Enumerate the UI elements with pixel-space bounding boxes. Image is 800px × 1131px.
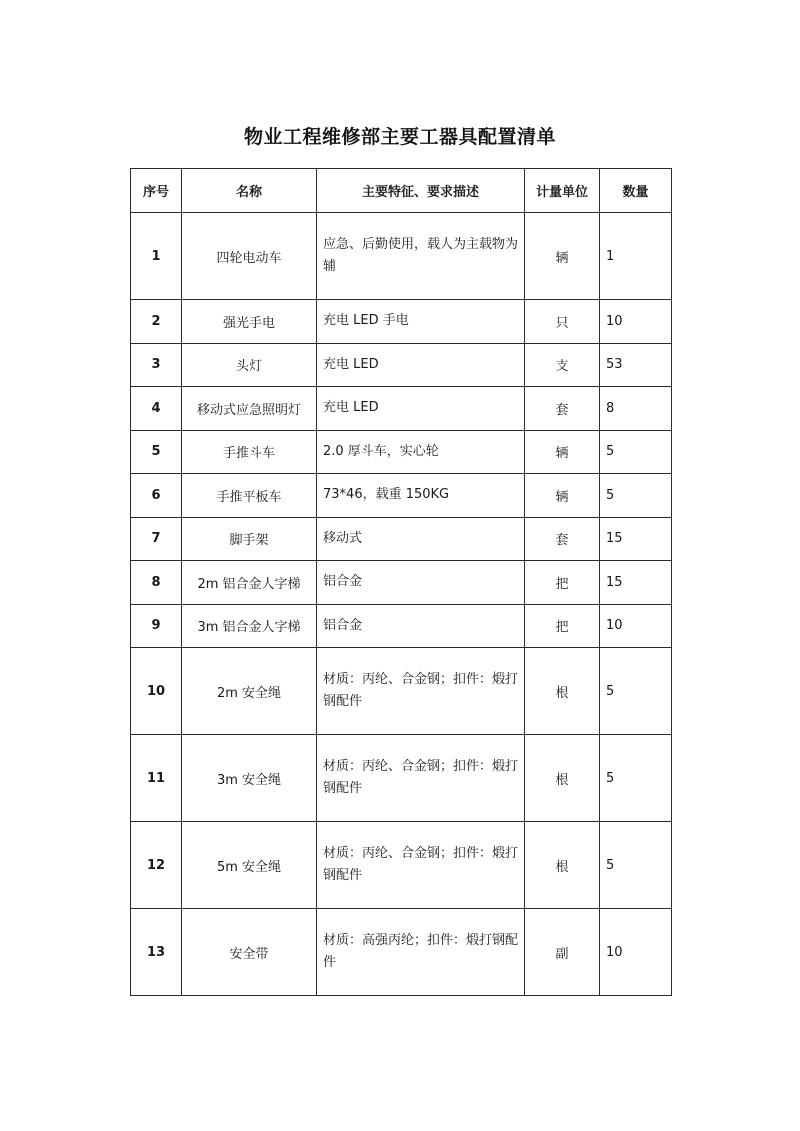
header-name: 名称: [182, 169, 317, 213]
table-row: [131, 213, 672, 300]
row-unit: 辆: [525, 430, 600, 474]
header-no: 序号: [131, 169, 182, 213]
row-name: 2m 安全绳: [182, 648, 317, 735]
row-unit: 根: [525, 648, 600, 735]
row-desc: 材质：丙纶、合金钢；扣件：煅打钢配件: [317, 735, 525, 822]
row-unit: 辆: [525, 213, 600, 300]
row-qty: 5: [600, 474, 672, 518]
row-qty: 15: [600, 517, 672, 561]
table-row: [131, 387, 672, 431]
table-row: [131, 430, 672, 474]
row-name: 强光手电: [182, 300, 317, 344]
row-unit: 套: [525, 387, 600, 431]
row-no: 10: [131, 648, 182, 735]
row-name: 脚手架: [182, 517, 317, 561]
row-qty: 8: [600, 387, 672, 431]
header-desc: 主要特征、要求描述: [317, 169, 525, 213]
table-row: [131, 517, 672, 561]
row-desc: 充电 LED: [317, 343, 525, 387]
row-desc: 材质：丙纶、合金钢；扣件：煅打钢配件: [317, 822, 525, 909]
row-no: 8: [131, 561, 182, 605]
row-desc: 应急、后勤使用，载人为主载物为辅: [317, 213, 525, 300]
row-no: 6: [131, 474, 182, 518]
table-row: [131, 648, 672, 735]
document-title: 物业工程维修部主要工器具配置清单: [243, 126, 556, 148]
row-desc: 2.0 厚斗车，实心轮: [317, 430, 525, 474]
row-desc: 铝合金: [317, 561, 525, 605]
row-qty: 15: [600, 561, 672, 605]
table-row: [131, 604, 672, 648]
row-name: 5m 安全绳: [182, 822, 317, 909]
row-unit: 套: [525, 517, 600, 561]
row-qty: 10: [600, 604, 672, 648]
row-no: 1: [131, 213, 182, 300]
row-no: 11: [131, 735, 182, 822]
table-row: [131, 561, 672, 605]
row-desc: 充电 LED: [317, 387, 525, 431]
row-name: 头灯: [182, 343, 317, 387]
table-row: [131, 735, 672, 822]
row-unit: 根: [525, 735, 600, 822]
row-qty: 5: [600, 822, 672, 909]
table-row: [131, 909, 672, 996]
row-unit: 辆: [525, 474, 600, 518]
row-unit: 副: [525, 909, 600, 996]
row-desc: 充电 LED 手电: [317, 300, 525, 344]
row-unit: 只: [525, 300, 600, 344]
table-header-row: [131, 169, 672, 213]
header-qty: 数量: [600, 169, 672, 213]
row-desc: 材质：高强丙纶；扣件：煅打钢配件: [317, 909, 525, 996]
row-unit: 把: [525, 604, 600, 648]
row-name: 3m 安全绳: [182, 735, 317, 822]
table-row: [131, 822, 672, 909]
row-name: 手推平板车: [182, 474, 317, 518]
row-desc: 73*46，载重 150KG: [317, 474, 525, 518]
row-no: 4: [131, 387, 182, 431]
row-no: 2: [131, 300, 182, 344]
row-qty: 5: [600, 648, 672, 735]
row-name: 安全带: [182, 909, 317, 996]
row-unit: 支: [525, 343, 600, 387]
header-unit: 计量单位: [525, 169, 600, 213]
row-desc: 材质：丙纶、合金钢；扣件：煅打钢配件: [317, 648, 525, 735]
row-no: 12: [131, 822, 182, 909]
row-name: 四轮电动车: [182, 213, 317, 300]
row-desc: 移动式: [317, 517, 525, 561]
table-row: [131, 343, 672, 387]
equipment-table: [130, 168, 672, 996]
row-qty: 5: [600, 735, 672, 822]
row-no: 7: [131, 517, 182, 561]
row-desc: 铝合金: [317, 604, 525, 648]
row-qty: 53: [600, 343, 672, 387]
row-qty: 1: [600, 213, 672, 300]
row-qty: 5: [600, 430, 672, 474]
row-no: 5: [131, 430, 182, 474]
row-name: 手推斗车: [182, 430, 317, 474]
row-qty: 10: [600, 909, 672, 996]
row-name: 2m 铝合金人字梯: [182, 561, 317, 605]
table-row: [131, 474, 672, 518]
row-name: 3m 铝合金人字梯: [182, 604, 317, 648]
table-row: [131, 300, 672, 344]
row-qty: 10: [600, 300, 672, 344]
row-no: 3: [131, 343, 182, 387]
row-unit: 根: [525, 822, 600, 909]
row-unit: 把: [525, 561, 600, 605]
row-no: 13: [131, 909, 182, 996]
row-name: 移动式应急照明灯: [182, 387, 317, 431]
row-no: 9: [131, 604, 182, 648]
